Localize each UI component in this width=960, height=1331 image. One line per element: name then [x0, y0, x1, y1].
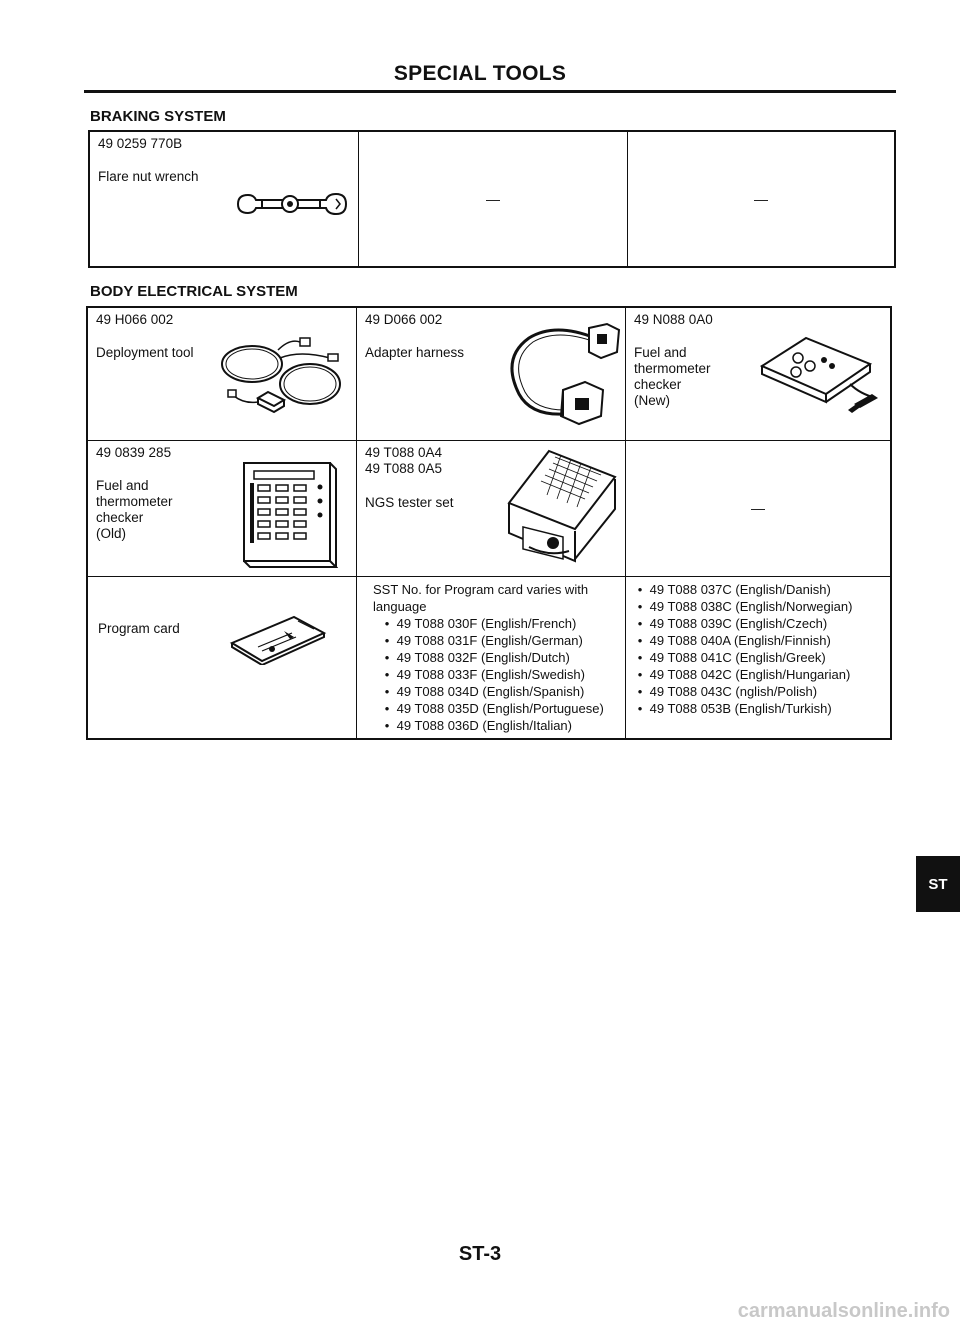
program-card-intro [373, 581, 619, 615]
list-item: • 49 T088 039C (English/Czech) [637, 615, 828, 631]
page-number: ST-3 [458, 1243, 502, 1265]
body-electrical-table [86, 306, 892, 740]
section-heading-body-electrical: BODY ELECTRICAL SYSTEM [90, 283, 298, 300]
list-item: • 49 T088 033F (English/Swedish) [384, 666, 585, 682]
tool-code: 49 D066 002 [365, 312, 443, 327]
list-item: • 49 T088 036D (English/Italian) [384, 717, 572, 733]
tool-cell-flare-nut-wrench [89, 131, 359, 267]
watermark: carmanualsonline.info [737, 1300, 950, 1322]
list-item: • 49 T088 030F (English/French) [384, 615, 577, 631]
list-item: • 49 T088 038C (English/Norwegian) [637, 598, 853, 614]
tool-cell-fuel-thermometer-checker-old [87, 440, 357, 576]
intro-line: SST No. for Program card varies with [373, 581, 589, 597]
list-item: • 49 T088 034D (English/Spanish) [384, 683, 585, 699]
tool-name: Adapter harness [365, 345, 465, 360]
deployment-tool-icon [218, 328, 344, 424]
adapter-harness-icon [497, 316, 621, 434]
tool-code-line: 49 T088 0A4 [365, 444, 443, 460]
tool-code: 49 0839 285 [96, 444, 172, 460]
tool-name: Program card [98, 620, 180, 636]
list-item: • 49 T088 035D (English/Portuguese) [384, 700, 604, 716]
fuel-thermometer-checker-icon [758, 326, 884, 418]
program-card-list-a [357, 576, 626, 739]
title-rule [84, 90, 896, 93]
list-item: • 49 T088 032F (English/Dutch) [384, 649, 570, 665]
tool-code: 49 H066 002 [96, 312, 174, 327]
tool-name-line: thermometer [634, 361, 711, 376]
list-item: • 49 T088 053B (English/Turkish) [637, 700, 832, 716]
tool-cell-ngs-tester-set [357, 440, 626, 576]
list-item: • 49 T088 041C (English/Greek) [637, 649, 826, 665]
list-item: • 49 T088 037C (English/Danish) [637, 581, 831, 597]
list-item: • 49 T088 031F (English/German) [384, 632, 583, 648]
tool-name-line: (Old) [96, 525, 126, 541]
list-item: • 49 T088 042C (English/Hungarian) [637, 666, 851, 682]
section-tab-st: ST [916, 856, 960, 912]
tool-code: 49 N088 0A0 [634, 312, 713, 327]
tool-name-line: checker [634, 377, 682, 392]
flare-nut-wrench-icon [232, 190, 350, 218]
intro-line: language [373, 598, 427, 614]
tool-name-line: (New) [634, 393, 670, 408]
tool-cell-program-card [87, 576, 357, 739]
ngs-tester-set-icon [499, 447, 619, 571]
tool-cell-fuel-thermometer-checker-new [626, 307, 892, 440]
tool-name: NGS tester set [365, 494, 454, 510]
tool-name-line: Fuel and [634, 345, 687, 360]
list-item: • 49 T088 043C (nglish/Polish) [637, 683, 818, 699]
page-title: SPECIAL TOOLS [393, 62, 567, 85]
braking-table [88, 130, 896, 268]
program-card-icon [228, 613, 328, 665]
section-heading-braking: BRAKING SYSTEM [90, 108, 226, 125]
tool-name-line: checker [96, 509, 144, 525]
program-card-list-b [626, 576, 892, 739]
tool-name: Deployment tool [96, 345, 194, 360]
tool-cell-deployment-tool [87, 307, 357, 440]
tool-cell-empty [359, 131, 628, 267]
tool-cell-empty [626, 440, 892, 576]
tool-code: 49 0259 770B [98, 136, 183, 151]
tool-cell-adapter-harness [357, 307, 626, 440]
empty-dash: — [754, 191, 768, 207]
tool-name-line: Fuel and [96, 477, 149, 493]
tool-code-line: 49 T088 0A5 [365, 460, 443, 476]
fuel-checker-old-icon [238, 457, 338, 571]
tool-name-line: thermometer [96, 493, 173, 509]
tool-name: Flare nut wrench [98, 169, 199, 184]
sst-list [373, 615, 619, 734]
empty-dash: — [486, 191, 500, 207]
list-item: • 49 T088 040A (English/Finnish) [637, 632, 831, 648]
sst-list [634, 581, 886, 717]
empty-dash: — [751, 500, 765, 516]
tool-cell-empty [628, 131, 896, 267]
